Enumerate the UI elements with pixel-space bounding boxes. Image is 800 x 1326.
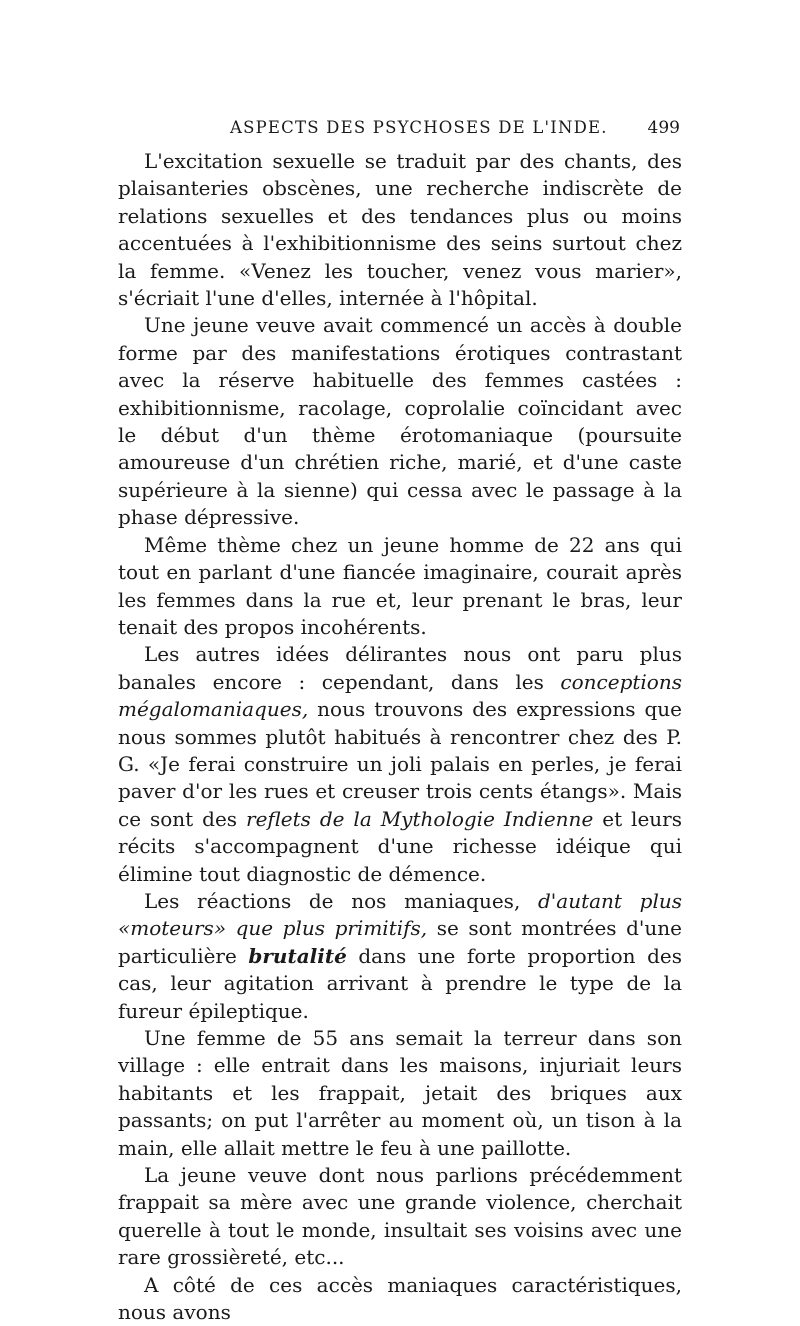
paragraph-text: et leurs récits s'accompagnent d'une richesse idéique qui élimine tout diagnostic de démence.	[118, 806, 682, 886]
paragraph-text: La jeune veuve dont nous parlions précédemment frappait sa mère avec une grande violence, cherchait querelle à tout le monde, insultait ses voisins avec une rare grossièreté, etc...	[118, 1163, 682, 1270]
paragraph-text: L'excitation sexuelle se traduit par des chants, des plaisanteries obscènes, une recherche indiscrète de relations sexuelles et des tendances plus ou moins accentuées à l'exhibitionnisme des seins surtout chez la femme. «Venez les toucher, venez vous marier», s'écriait l'une d'elles, internée à l'hôpital.	[118, 149, 682, 311]
paragraph-text: dans une forte proportion des cas, leur agitation arrivant à prendre le type de la fureur épileptique.	[118, 943, 683, 1023]
paragraph-maniac-episodes	[118, 1272, 682, 1326]
paragraph-text: se sont montrées d'une particulière	[118, 916, 682, 968]
paragraph-young-man	[118, 532, 682, 642]
body-text	[118, 148, 682, 1326]
paragraph-sexual-excitation	[118, 148, 682, 312]
paragraph-reactions	[118, 888, 682, 1025]
emphasis-megalomaniac: conceptions mégalomaniaques,	[118, 669, 682, 722]
emphasis-primitive: d'autant plus «moteurs» que plus primitifs,	[118, 888, 682, 941]
paragraph-delusional-ideas	[118, 641, 682, 888]
paragraph-text: Les autres idées délirantes nous ont paru plus banales encore : cependant, dans les	[118, 642, 682, 694]
emphasis-brutality: brutalité	[248, 943, 347, 968]
paragraph-widow-violence	[118, 1162, 682, 1272]
paragraph-young-widow	[118, 312, 682, 531]
paragraph-text: A côté de ces accès maniaques caractéristiques, nous avons	[118, 1272, 682, 1325]
emphasis-mythology: reflets de la Mythologie Indienne	[246, 806, 594, 831]
running-head	[118, 118, 682, 142]
paragraph-text: Une jeune veuve avait commencé un accès à double forme par des manifestations érotiques contrastant avec la réserve habituelle des femmes castées : exhibitionnisme, racolage, coprolalie coïncidant avec le début d'un thème érotomaniaque (poursuite amoureuse d'un chrétien riche, marié, et d'une caste supérieure à la sienne) qui cessa avec le passage à la phase dépressive.	[118, 313, 682, 530]
paragraph-text: Les réactions de nos maniaques,	[144, 888, 538, 913]
page-number: 499	[647, 118, 680, 138]
running-title: ASPECTS DES PSYCHOSES DE L'INDE.	[230, 118, 608, 137]
paragraph-text: Une femme de 55 ans semait la terreur dans son village : elle entrait dans les maisons, injuriait leurs habitants et les frappait, jetait des briques aux passants; on put l'arrêter au moment où, un tison à la main, elle allait mettre le feu à une paillotte.	[118, 1026, 682, 1160]
paragraph-text: nous trouvons des expressions que nous sommes plutôt habitués à rencontrer chez des P. G. «Je ferai construire un joli palais en perles, je ferai paver d'or les rues et creuser trois cents étangs». Mais ce sont des	[118, 697, 682, 831]
paragraph-woman-55	[118, 1025, 682, 1162]
paragraph-text: Même thème chez un jeune homme de 22 ans qui tout en parlant d'une fiancée imaginaire, courait après les femmes dans la rue et, leur prenant le bras, leur tenait des propos incohérents.	[118, 532, 682, 639]
